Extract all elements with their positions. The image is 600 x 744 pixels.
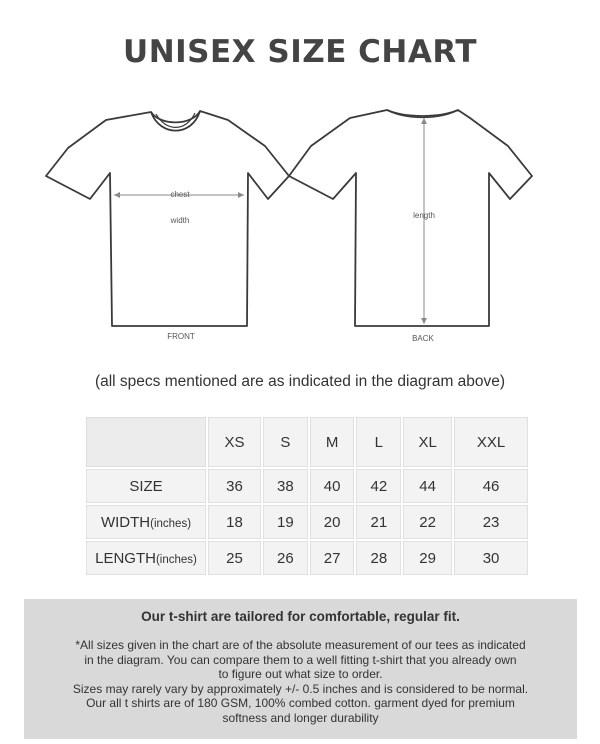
table-cell: 42 — [355, 468, 402, 504]
size-header-l: L — [355, 416, 402, 468]
fit-note-line: *All sizes given in the chart are of the absolute measurement of our tees as indicated — [75, 638, 526, 652]
front-tshirt-illustration — [46, 111, 289, 326]
row-unit-text: (inches) — [150, 517, 192, 530]
table-row-width — [85, 504, 529, 540]
width-label: width — [170, 216, 190, 225]
table-cell: 36 — [207, 468, 262, 504]
row-label-text: SIZE — [129, 477, 163, 495]
table-cell: 18 — [207, 504, 262, 540]
fit-note-box — [24, 599, 577, 739]
chest-label: chest — [170, 190, 190, 199]
table-cell: 27 — [309, 540, 356, 576]
size-header-xxl: XXL — [453, 416, 529, 468]
table-cell: 19 — [262, 504, 309, 540]
row-label — [85, 468, 207, 504]
table-corner-cell — [85, 416, 207, 468]
size-header-xs: XS — [207, 416, 262, 468]
row-label-text: LENGTH — [95, 549, 156, 567]
length-label: length — [413, 211, 435, 220]
fit-note-line: Our all t shirts are of 180 GSM, 100% combed cotton. garment dyed for premium — [86, 696, 515, 711]
table-row-length — [85, 540, 529, 576]
fit-note-heading: Our t-shirt are tailored for comfortable, regular fit. — [141, 609, 460, 624]
row-unit-text: (inches) — [155, 553, 197, 566]
fit-note-line: to figure out what size to order. — [218, 667, 383, 682]
size-table — [84, 415, 530, 577]
table-cell: 20 — [309, 504, 356, 540]
size-header-row — [85, 416, 529, 468]
table-cell: 40 — [309, 468, 356, 504]
back-caption: BACK — [412, 334, 434, 343]
table-cell: 23 — [453, 504, 529, 540]
fit-note-body — [46, 638, 555, 726]
size-header-xl: XL — [402, 416, 453, 468]
table-cell: 21 — [355, 504, 402, 540]
table-cell: 25 — [207, 540, 262, 576]
table-cell: 44 — [402, 468, 453, 504]
table-cell: 30 — [453, 540, 529, 576]
front-caption: FRONT — [167, 332, 195, 341]
row-label-text: WIDTH — [100, 513, 151, 531]
row-label — [85, 540, 207, 576]
table-cell: 28 — [355, 540, 402, 576]
fit-note-line: softness and longer durability — [222, 710, 379, 725]
table-cell: 29 — [402, 540, 453, 576]
tshirt-diagram — [0, 90, 600, 352]
size-header-m: M — [309, 416, 356, 468]
table-cell: 38 — [262, 468, 309, 504]
row-label — [85, 504, 207, 540]
fit-note-line: in the diagram. You can compare them to a well fitting t-shirt that you already own — [84, 652, 517, 667]
table-cell: 22 — [402, 504, 453, 540]
back-tshirt-illustration — [289, 110, 532, 326]
page-title: UNISEX SIZE CHART — [123, 34, 477, 70]
spec-note: (all specs mentioned are as indicated in the diagram above) — [94, 373, 506, 390]
table-cell: 26 — [262, 540, 309, 576]
table-row-size — [85, 468, 529, 504]
table-cell: 46 — [453, 468, 529, 504]
size-header-s: S — [262, 416, 309, 468]
fit-note-line: Sizes may rarely vary by approximately +/- 0.5 inches and is considered to be normal. — [72, 681, 529, 696]
